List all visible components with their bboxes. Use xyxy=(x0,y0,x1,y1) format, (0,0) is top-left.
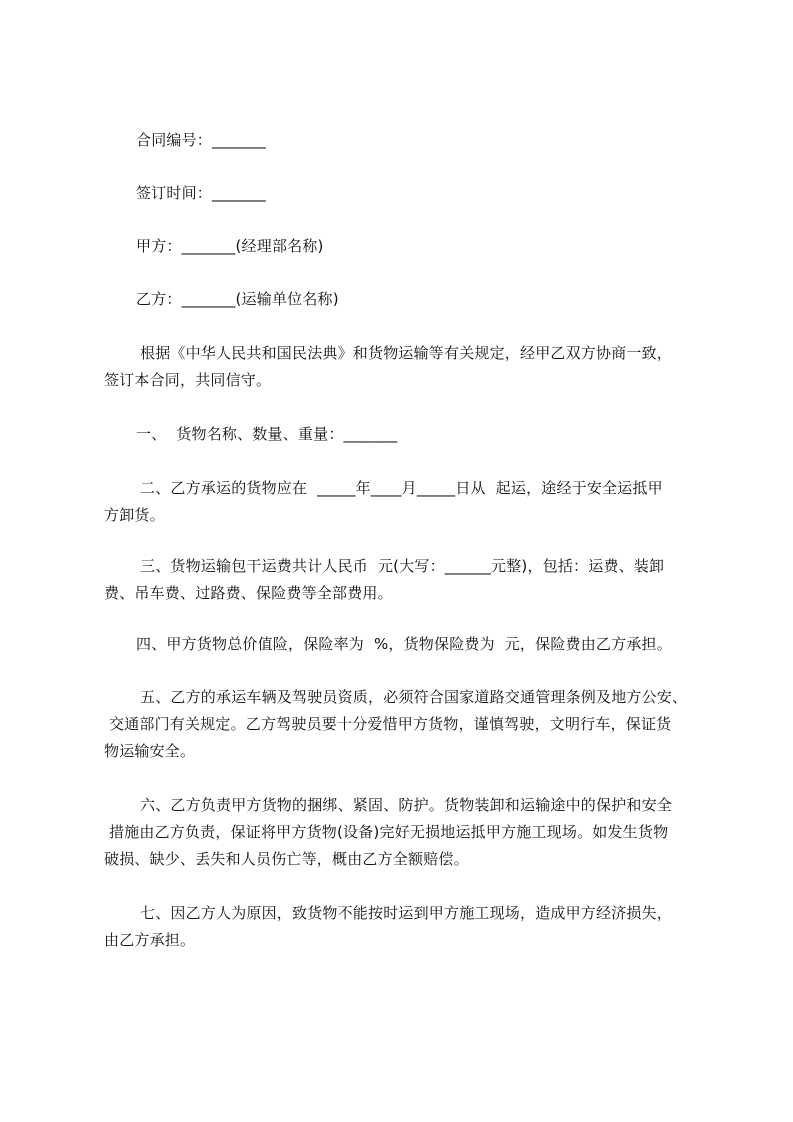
clause-5-line-2: 交通部门有关规定。乙方驾驶员要十分爱惜甲方货物，谨慎驾驶，文明行车，保证货 xyxy=(104,715,672,733)
sign-time-field: 签订时间：_______ xyxy=(136,184,266,202)
clause-6-line-2: 措施由乙方负责，保证将甲方货物(设备)完好无损地运抵甲方施工现场。如发生货物 xyxy=(104,823,669,841)
party-a-field: 甲方：_______(经理部名称) xyxy=(136,237,324,255)
clause-5-line-1: 五、乙方的承运车辆及驾驶员资质，必须符合国家道路交通管理条例及地方公安、 xyxy=(140,688,688,706)
clause-5-line-3: 物运输安全。 xyxy=(104,742,196,760)
clause-7-line-2: 由乙方承担。 xyxy=(104,931,196,949)
clause-6-line-1: 六、乙方负责甲方货物的捆绑、紧固、防护。货物装卸和运输途中的保护和安全 xyxy=(140,796,673,814)
clause-3-line-1: 三、货物运输包干运费共计人民币 元(大写：______元整)，包括：运费、装卸 xyxy=(140,557,665,575)
intro-paragraph-line-2: 签订本合同，共同信守。 xyxy=(104,371,272,389)
clause-2-line-1: 二、乙方承运的货物应在 _____年____月_____日从 起运，途经于安全运抵甲 xyxy=(140,479,663,497)
clause-7-line-1: 七、因乙方人为原因，致货物不能按时运到甲方施工现场，造成甲方经济损失， xyxy=(140,904,673,922)
intro-paragraph-line-1: 根据《中华人民共和国民法典》和货物运输等有关规定，经甲乙双方协商一致， xyxy=(140,344,673,362)
clause-4: 四、甲方货物总价值险，保险率为 %，货物保险费为 元，保险费由乙方承担。 xyxy=(136,635,672,653)
contract-number-field: 合同编号：_______ xyxy=(136,131,266,149)
clause-3-line-2: 费、吊车费、过路费、保险费等全部费用。 xyxy=(104,584,393,602)
clause-6-line-3: 破损、缺少、丢失和人员伤亡等，概由乙方全额赔偿。 xyxy=(104,850,469,868)
party-b-field: 乙方：_______(运输单位名称) xyxy=(136,290,339,308)
clause-1: 一、 货物名称、数量、重量：_______ xyxy=(136,425,398,443)
clause-2-line-2: 方卸货。 xyxy=(104,506,165,524)
